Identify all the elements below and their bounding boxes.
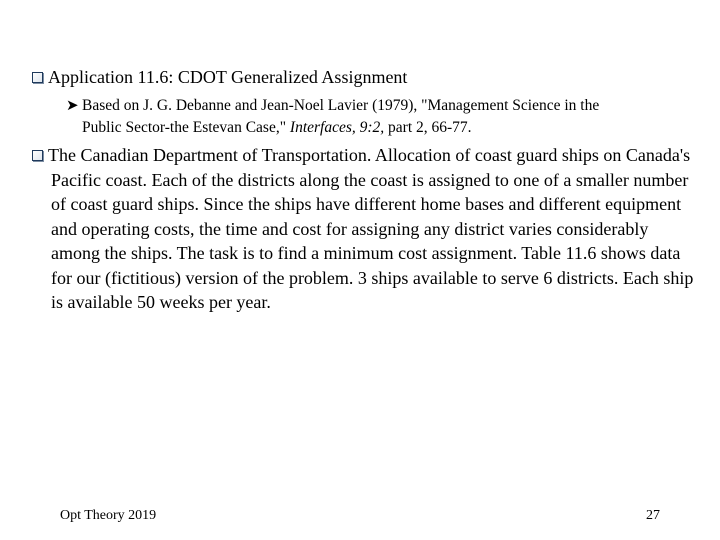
- description-text: The Canadian Department of Transportation. Allocation of coast guard ships on Canada's Pacific coast. Each of the districts along the coast is assigned to one of a smaller number of coast guard ships. Since the ships have different home bases and different equipment and operating costs, the time and cost for assigning any district varies considerably among the ships. The task is to find a minimum cost assignment. Table 11.6 shows data for our (fictitious) version of the problem. 3 ships available to serve 6 districts. Each ship is available 50 weeks per year.: [48, 145, 694, 312]
- page-number: 27: [646, 508, 660, 523]
- bullet-item-description: [32, 143, 700, 315]
- reference-line1: Based on J. G. Debanne and Jean-Noel Lavier (1979), "Management Science in the: [82, 97, 600, 114]
- reference-line2-text: Public Sector-the Estevan Case,": [82, 119, 290, 136]
- sub-bullet-reference: [66, 95, 706, 138]
- arrow-bullet-icon: ➤: [66, 98, 79, 114]
- bullet-item-application: [32, 66, 700, 88]
- reference-journal: Interfaces, 9:2,: [289, 119, 385, 136]
- reference-pages: part 2, 66-77.: [384, 119, 472, 136]
- square-bullet-icon: [32, 72, 43, 83]
- square-bullet-icon: [32, 150, 43, 161]
- application-title: Application 11.6: CDOT Generalized Assignment: [48, 67, 408, 87]
- description-paragraph: [32, 143, 700, 315]
- reference-line2: [66, 117, 706, 138]
- footer-course-label: Opt Theory 2019: [60, 508, 157, 523]
